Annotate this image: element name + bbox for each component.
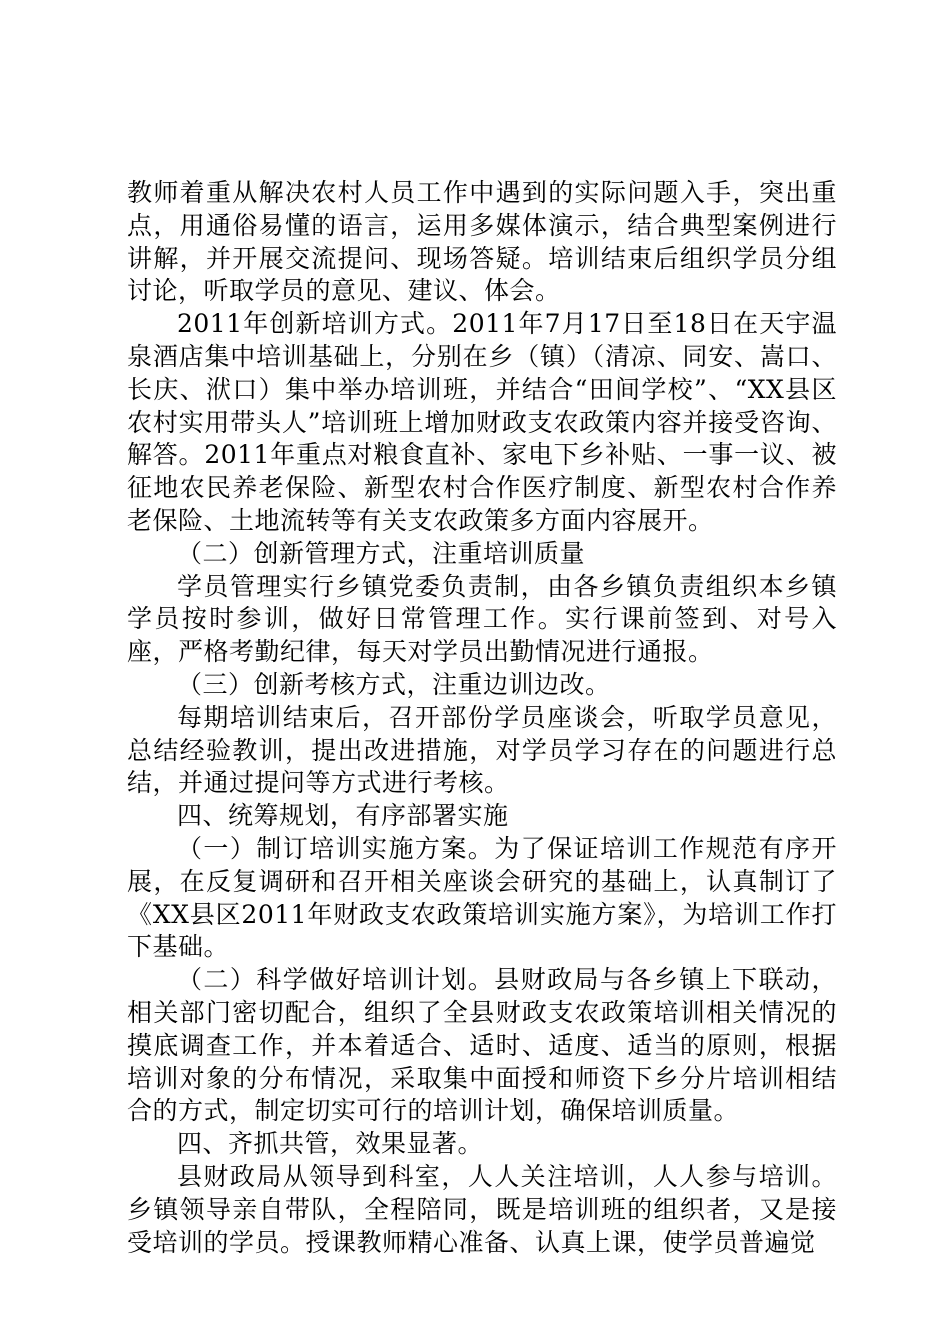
paragraph-2: 2011年创新培训方式。2011年7月17日至18日在天宇温泉酒店集中培训基础上，分别在乡（镇）（清凉、同安、嵩口、长庆、洑口）集中举办培训班，并结合“田间学校”、“XX县区农村实用带头人”培训班上增加财政支农政策内容并接受咨询、解答。2011年重点对粮食直补、家电下乡补贴、一事一议、被征地农民养老保险、新型农村合作医疗制度、新型农村合作养老保险、土地流转等有关支农政策多方面内容展开。 [127,309,837,535]
paragraph-1: 教师着重从解决农村人员工作中遇到的实际问题入手，突出重点，用通俗易懂的语言，运用多媒体演示，结合典型案例进行讲解，并开展交流提问、现场答疑。培训结束后组织学员分组讨论，听取学员的意见、建议、体会。 [127,178,837,306]
paragraph-4: 学员管理实行乡镇党委负责制，由各乡镇负责组织本乡镇学员按时参训，做好日常管理工作。实行课前签到、对号入座，严格考勤纪律，每天对学员出勤情况进行通报。 [127,571,837,667]
document-body [127,177,837,1259]
paragraph-11: 县财政局从领导到科室，人人关注培训，人人参与培训。乡镇领导亲自带队，全程陪同，既是培训班的组织者，又是接受培训的学员。授课教师精心准备、认真上课，使学员普遍觉 [127,1161,837,1257]
paragraph-3: （二）创新管理方式，注重培训质量 [177,538,586,568]
paragraph-7: 四、统筹规划，有序部署实施 [177,801,509,831]
paragraph-6: 每期培训结束后，召开部份学员座谈会，听取学员意见，总结经验教训，提出改进措施，对学员学习存在的问题进行总结，并通过提问等方式进行考核。 [127,702,837,798]
paragraph-8: （一）制订培训实施方案。为了保证培训工作规范有序开展，在反复调研和召开相关座谈会研究的基础上，认真制订了《XX县区2011年财政支农政策培训实施方案》，为培训工作打下基础。 [127,833,837,962]
paragraph-10: 四、齐抓共管，效果显著。 [177,1129,484,1159]
paragraph-5: （三）创新考核方式，注重边训边改。 [177,669,611,699]
paragraph-9: （二）科学做好培训计划。县财政局与各乡镇上下联动，相关部门密切配合，组织了全县财政支农政策培训相关情况的摸底调查工作，并本着适合、适时、适度、适当的原则，根据培训对象的分布情况，采取集中面授和师资下乡分片培训相结合的方式，制定切实可行的培训计划，确保培训质量。 [127,965,837,1126]
